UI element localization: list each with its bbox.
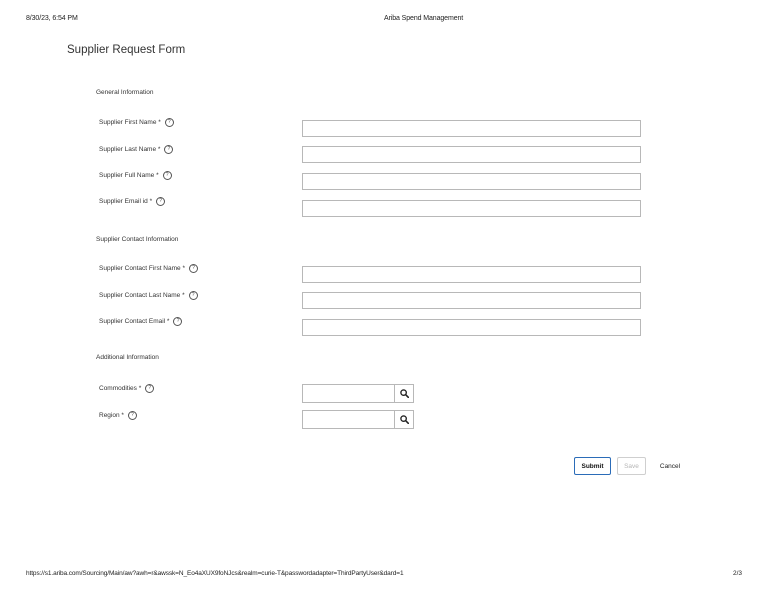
label-text: Supplier First Name *	[99, 119, 161, 126]
supplier-full-name-input[interactable]	[302, 173, 641, 190]
search-icon	[400, 389, 409, 398]
help-circle-icon[interactable]: ?	[156, 197, 165, 206]
label-text: Supplier Contact First Name *	[99, 265, 185, 272]
supplier-email-input[interactable]	[302, 200, 641, 217]
label-supplier-first-name	[99, 118, 174, 127]
page-title: Supplier Request Form	[67, 44, 186, 56]
save-button[interactable]: Save	[617, 457, 646, 475]
label-text: Supplier Full Name *	[99, 172, 159, 179]
label-region	[99, 411, 137, 420]
cancel-button[interactable]: Cancel	[653, 457, 687, 475]
label-text: Supplier Last Name *	[99, 146, 161, 153]
label-supplier-last-name	[99, 145, 173, 154]
help-circle-icon[interactable]: ?	[173, 317, 182, 326]
label-contact-last-name	[99, 291, 198, 300]
label-text: Supplier Contact Email *	[99, 318, 170, 325]
label-contact-email	[99, 317, 182, 326]
section-heading-contact: Supplier Contact Information	[96, 236, 179, 243]
help-circle-icon[interactable]: ?	[189, 291, 198, 300]
help-circle-icon[interactable]: ?	[189, 264, 198, 273]
help-circle-icon[interactable]: ?	[165, 118, 174, 127]
search-icon	[400, 415, 409, 424]
label-supplier-email	[99, 197, 165, 206]
commodities-input[interactable]	[302, 384, 394, 403]
contact-first-name-input[interactable]	[302, 266, 641, 283]
section-heading-additional: Additional Information	[96, 354, 159, 361]
help-circle-icon[interactable]: ?	[145, 384, 154, 393]
print-page-number: 2/3	[733, 570, 743, 577]
commodities-lookup	[302, 384, 414, 403]
help-circle-icon[interactable]: ?	[163, 171, 172, 180]
contact-email-input[interactable]	[302, 319, 641, 336]
supplier-first-name-input[interactable]	[302, 120, 641, 137]
print-footer-url: https://s1.ariba.com/Sourcing/Main/aw?awh=r&awssk=N_Eo4aXUX9foNJcs&realm=curie-T&passwordadapter=ThirdPartyUser&dard=1	[26, 570, 404, 577]
label-text: Supplier Contact Last Name *	[99, 292, 185, 299]
submit-button[interactable]: Submit	[574, 457, 611, 475]
label-supplier-full-name	[99, 171, 172, 180]
print-datetime: 8/30/23, 6:54 PM	[26, 15, 78, 22]
section-heading-general: General Information	[96, 89, 154, 96]
contact-last-name-input[interactable]	[302, 292, 641, 309]
label-text: Supplier Email id *	[99, 198, 153, 205]
label-contact-first-name	[99, 264, 198, 273]
label-text: Commodities *	[99, 385, 142, 392]
supplier-last-name-input[interactable]	[302, 146, 641, 163]
region-search-button[interactable]	[394, 410, 414, 429]
label-commodities	[99, 384, 154, 393]
commodities-search-button[interactable]	[394, 384, 414, 403]
help-circle-icon[interactable]: ?	[164, 145, 173, 154]
region-lookup	[302, 410, 414, 429]
print-app-title: Ariba Spend Management	[384, 15, 464, 22]
label-text: Region *	[99, 412, 124, 419]
region-input[interactable]	[302, 410, 394, 429]
help-circle-icon[interactable]: ?	[128, 411, 137, 420]
